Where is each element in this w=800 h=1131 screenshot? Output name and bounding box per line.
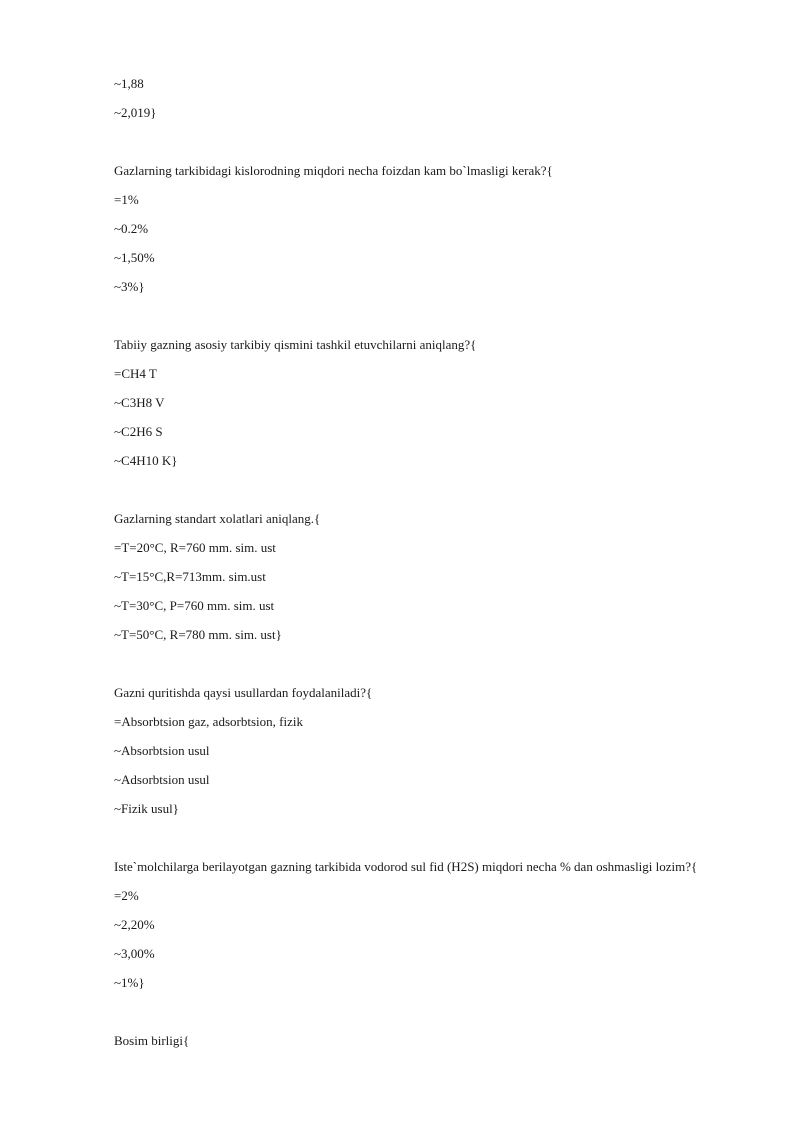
answer-option: =Absorbtsion gaz, adsorbtsion, fizik bbox=[114, 714, 303, 729]
answer-option: ~1%} bbox=[114, 975, 145, 990]
answer-option: ~3,00% bbox=[114, 946, 155, 961]
answer-option: ~C4H10 K} bbox=[114, 453, 178, 468]
answer-option: ~Absorbtsion usul bbox=[114, 743, 210, 758]
answer-option: ~1,50% bbox=[114, 250, 155, 265]
answer-option: ~0.2% bbox=[114, 221, 149, 236]
question-text: Gazni quritishda qaysi usullardan foydalaniladi?{ bbox=[114, 685, 373, 700]
answer-option: ~T=50°C, R=780 mm. sim. ust} bbox=[114, 627, 282, 642]
answer-option: ~2,20% bbox=[114, 917, 155, 932]
answer-option: ~C2H6 S bbox=[114, 424, 163, 439]
answer-option: =T=20°C, R=760 mm. sim. ust bbox=[114, 540, 276, 555]
question-text: Iste`molchilarga berilayotgan gazning tarkibida vodorod sul fid (H2S) miqdori necha % dan oshmasligi lozim?{ bbox=[114, 859, 698, 874]
answer-option: ~Fizik usul} bbox=[114, 801, 179, 816]
question-text: Gazlarning standart xolatlari aniqlang.{ bbox=[114, 511, 321, 526]
answer-option: ~T=15°C,R=713mm. sim.ust bbox=[114, 569, 266, 584]
question-text: Tabiiy gazning asosiy tarkibiy qismini tashkil etuvchilarni aniqlang?{ bbox=[114, 337, 477, 352]
answer-option: ~Adsorbtsion usul bbox=[114, 772, 210, 787]
question-text: Bosim birligi{ bbox=[114, 1033, 190, 1048]
answer-option: ~T=30°C, P=760 mm. sim. ust bbox=[114, 598, 275, 613]
question-text: Gazlarning tarkibidagi kislorodning miqdori necha foizdan kam bo`lmasligi kerak?{ bbox=[114, 163, 553, 178]
answer-option: =1% bbox=[114, 192, 139, 207]
answer-option: =CH4 T bbox=[114, 366, 157, 381]
answer-option: ~1,88 bbox=[114, 76, 144, 91]
answer-option: ~2,019} bbox=[114, 105, 157, 120]
answer-option: =2% bbox=[114, 888, 139, 903]
answer-option: ~C3H8 V bbox=[114, 395, 165, 410]
answer-option: ~3%} bbox=[114, 279, 145, 294]
